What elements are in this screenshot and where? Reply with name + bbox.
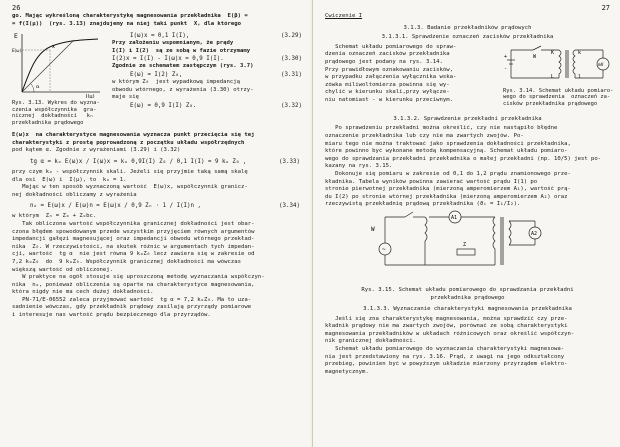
body-line: które powinno być wykonane metodą kompensacyjną. Schemat układu pomiaro- xyxy=(325,148,568,155)
z-label: Z xyxy=(463,241,467,248)
body-line: i interesuje nas wartość prądu bezpiecznego dla przyrządów. xyxy=(12,312,211,319)
figure-side-text xyxy=(112,32,302,110)
body-line: nej dokładności obliczamy z wyrażenia xyxy=(12,191,137,198)
body-line: W praktyce na ogół stosuje się uproszczoną metodę wyznaczania współczyn- xyxy=(12,274,265,281)
autotransformer-coil xyxy=(425,217,427,241)
body-line: pod kątem α. Zgodnie z wyrażeniami (3.29) i (3.32) xyxy=(12,147,181,154)
section-3-1-3-3-heading: 3.1.3.3. Wyznaczanie charakterystyki magnesowania przekładnika xyxy=(363,306,572,313)
body-line: chylić w kierunku skali,przy wyłącze- xyxy=(325,89,450,96)
body-line: kładnika. Tabela wyników powinna zawierać wartość prądu I(1) po xyxy=(325,178,538,185)
terminal-l: l xyxy=(578,73,582,80)
side-text-line: Przy założeniu wspomnianym, że prądy xyxy=(112,40,234,47)
section-3-1-3-heading: 3.1.3. Badanie przekładników prądowych xyxy=(403,24,532,31)
axis-label-imu: I(μ) xyxy=(86,94,95,99)
body-line: Schemat układu pomiarowego do spraw- xyxy=(325,43,457,50)
section-3-1-3-2-heading: 3.1.3.2. Sprawdzenie przekładni przekładnika xyxy=(393,115,542,122)
body-line: PN-71/E-06552 zaleca przyjmować wartość tg α = 7,2 kₒZ₀. Ma to uza- xyxy=(12,296,252,303)
figure-3-14-block xyxy=(325,43,614,114)
body-line: miaru tego nie można traktować jako sprawdzenia dokładności przekładnika, xyxy=(325,140,571,147)
body-line: sadnienie wówczas, gdy przekładnik prądowy zasilają przyrządy pomiarowe xyxy=(12,304,252,311)
ct-primary xyxy=(493,217,495,265)
body-line: Schemat układu pomiarowego do wyznaczania charakterystyki magnesowa- xyxy=(325,346,565,353)
body-line: Tak obliczona wartość współczynnika granicznej dokładności jest obar- xyxy=(12,220,255,227)
point-x-label: x xyxy=(52,44,55,51)
body-line: Po sprawdzeniu przekładni można określić, czy nie nastąpiło błędne xyxy=(325,125,558,132)
side-text-line: I(I) i I(2) są ze sobą w fazie otrzymamy xyxy=(112,47,251,54)
terminal-k: k xyxy=(578,49,582,56)
body-line: nik granicznej dokładności. xyxy=(325,338,416,345)
switch-label: W xyxy=(533,53,537,60)
body-line: przy czym kₒ - współczynnik skali. Jeżeli się przyjmie taką samą skalę xyxy=(12,168,248,175)
body-line: nika Z₀. W rzeczywistości, na skutek różnic w argumentach tych impedan- xyxy=(12,243,255,250)
minus-label: - xyxy=(504,65,508,72)
section-3-1-3-1-heading: 3.1.3.1. Sprawdzenie oznaczeń zacisków przekładnika xyxy=(381,34,554,41)
page-number-right: 27 xyxy=(601,4,610,12)
figure-3-14-caption: Rys. 3.14. Schemat układu pomiaro- wego do sprawdzenia oznaczeń za- cisków przekładnika prądowego xyxy=(503,87,614,107)
ct-secondary xyxy=(509,221,511,245)
body-line: stronie pierwotnej przekładnika (mierzoną amperomierzem A₁), wartość prą- xyxy=(325,186,571,193)
plus-label: + xyxy=(504,53,508,60)
side-text-line: maje się xyxy=(112,94,139,101)
body-line: magnetycznym. xyxy=(325,368,369,375)
body-line: nika nₒ, ponieważ obliczenia są oparte na charakterystyce magnesowania, xyxy=(12,281,255,288)
section-3-1-3-1-text xyxy=(325,44,495,105)
switch-symbol xyxy=(533,46,541,50)
equation-3-32: E(ω) = 0,9 I(I) Z₀. (3.32) xyxy=(130,102,302,109)
a2-label: A2 xyxy=(531,230,538,237)
switch-label-w: W xyxy=(371,225,375,233)
polarity-test-circuit xyxy=(503,44,620,86)
body-line: w przypadku załączenia wyłącznika wska- xyxy=(325,74,457,81)
body-line: wego do sprawdzania przekładni przekładnika o małej przekładni (np. 10/5) jest po- xyxy=(325,155,602,162)
page-number-left: 26 xyxy=(12,4,21,12)
switch-symbol xyxy=(405,212,413,217)
impedance-z xyxy=(457,249,475,255)
body-line: oznaczenie przekładnika lub czy nie ma zwartych zwojów. Po- xyxy=(325,132,524,139)
figure-3-15-caption: przekładnika prądowego xyxy=(430,294,505,301)
body-line: du I(2) po stronie wtórnej przekładnika (mierzoną amperomierzem A₂) oraz xyxy=(325,193,568,200)
body-line: w którym Zₙ = Zₒ + Zₒbc. xyxy=(12,213,97,220)
primary-coil xyxy=(559,50,561,78)
body-line: zówka miliwoltomierza powinna się wy- xyxy=(325,81,450,88)
body-line: dzenia oznaczeń zacisków przekładnika xyxy=(325,51,450,58)
body-line: 7,2 kₒZ₀ do 9 kₒZ₀. Współczynnik granicznej dokładności ma wówczas xyxy=(12,258,242,265)
equation-3-33: tg α = kₒ E(ω)x / I(ω)x = kₒ 0,9I(I) Z₀ / 0,1 I(I) = 9 kₒ Z₀ , (3.33) xyxy=(30,158,300,165)
intro-line-2: = f(I(μ)) (rys. 3.13) znajdujemy na niej taki punkt X, dla którego xyxy=(12,20,242,27)
equation-3-30: I(2)x = I(I) - I(ω)x = 0,9 I(I). (3.30) xyxy=(112,56,302,63)
body-line: która nigdy nie ma cech dużej dokładności. xyxy=(12,289,154,296)
body-line: Mając w ten sposób wyznaczoną wartość E(ω)x, współczynnik granicz- xyxy=(12,184,248,191)
body-line: rzeczywistą przekładnię prądową przekładnika (ϑᵢ = I₁/I₂). xyxy=(325,201,521,208)
side-text-line: Zgodnie ze schematem zastępczym (rys. 3.7) xyxy=(112,63,254,70)
body-line: dla osi E(ω) i I(μ), to kₒ = 1. xyxy=(12,176,127,183)
body-line: nia jest przedstawiony na rys. 3.16. Prąd, z uwagi na jego odkształcony xyxy=(325,353,565,360)
body-line: Jeśli się zna charakterystykę magnesowania, można sprawdzić czy prze- xyxy=(325,315,568,322)
body-line: większą wartość od obliczonej. xyxy=(12,266,114,273)
figure-3-15-caption: Rys. 3.15. Schemat układu pomiarowego do sprawdzania przekładni xyxy=(361,286,574,293)
body-line: prądowego jest podany na rys. 3.14. xyxy=(325,58,443,65)
body-line: E(ω)x na charakterystyce magnesowania wyznacza punkt przecięcia się tej xyxy=(12,132,255,139)
equation-3-29: I(ω)x = 0,1 I(I), (3.29) xyxy=(130,33,302,40)
ac-source-label: ~ xyxy=(382,245,386,253)
a1-label: A1 xyxy=(451,214,458,221)
ratio-test-circuit xyxy=(365,209,565,271)
side-text-line: obwodu wtórnego, z wyrażenia (3.30) otrzy- xyxy=(112,86,254,93)
svg-text:α: α xyxy=(36,84,40,91)
body-line: przebieg, powinien być w powyższym układzie mierzony przyrządem elektro- xyxy=(325,361,568,368)
magnetization-curve-figure xyxy=(12,30,104,98)
equation-3-34: nₒ = E(ω)x / E(ω)n = E(ω)x / 0,9 Zₙ · 1 / I(I)n , (3.34) xyxy=(30,203,300,210)
figure-3-13-caption: Rys. 3.13. Wykres do wyzna- czenia współczynnika gra- nicznej dokładności kₙ przekładnika prądowego xyxy=(12,100,100,126)
figure-3-13-block xyxy=(12,30,300,132)
e-omega-label: E(ω) xyxy=(12,48,21,54)
figure-3-15-block xyxy=(325,209,610,287)
exercise-title: Ćwiczenie I xyxy=(325,13,363,19)
body-line: kazany na rys. 3.15. xyxy=(325,163,393,170)
body-line: charakterystyki z prostą poprowadzoną z początku układu współrzędnych xyxy=(12,139,245,146)
body-line: impedancji gałęzi magnesującej oraz impedancji obwodu wtórnego przekład- xyxy=(12,236,255,243)
equation-3-31: E(ω) = I(2) Z₀, (3.31) xyxy=(130,71,302,78)
secondary-coil xyxy=(573,50,575,78)
terminal-K: K xyxy=(551,49,555,56)
body-line: kładnik prądowy nie ma zwartych zwojów, porównać ze sobą charakterystyki xyxy=(325,323,568,330)
body-line: magnesowania przekładników w układach różnicowych oraz określić współczyn- xyxy=(325,330,575,337)
body-line: niu natomiast - w kierunku przeciwnym. xyxy=(325,96,453,103)
terminal-L: L xyxy=(551,73,555,80)
body-line: Przy prawidłowym oznakowaniu zacisków, xyxy=(325,66,453,73)
intro-line-1: go. Mając wykreśloną charakterystykę magnesowania przekładnika E(β) = xyxy=(12,13,248,19)
axis-label-e: E xyxy=(14,33,18,41)
mv-label: mV xyxy=(598,62,604,68)
body-line: czona błędem spowodowanym przede wszystkim przyjęciem równych argumentów xyxy=(12,228,255,235)
body-line: Dokonuje się pomiaru w zakresie od 0,1 do 1,2 prądu znamionowego prze- xyxy=(325,170,571,177)
right-page xyxy=(312,0,620,447)
body-line: cji, wartość tg α nie jest równa 9 kₒZ₀ lecz zawiera się w zakresie od xyxy=(12,251,255,258)
side-text-line: w którym Z₀ jest wypadkową impedancją xyxy=(112,78,240,85)
